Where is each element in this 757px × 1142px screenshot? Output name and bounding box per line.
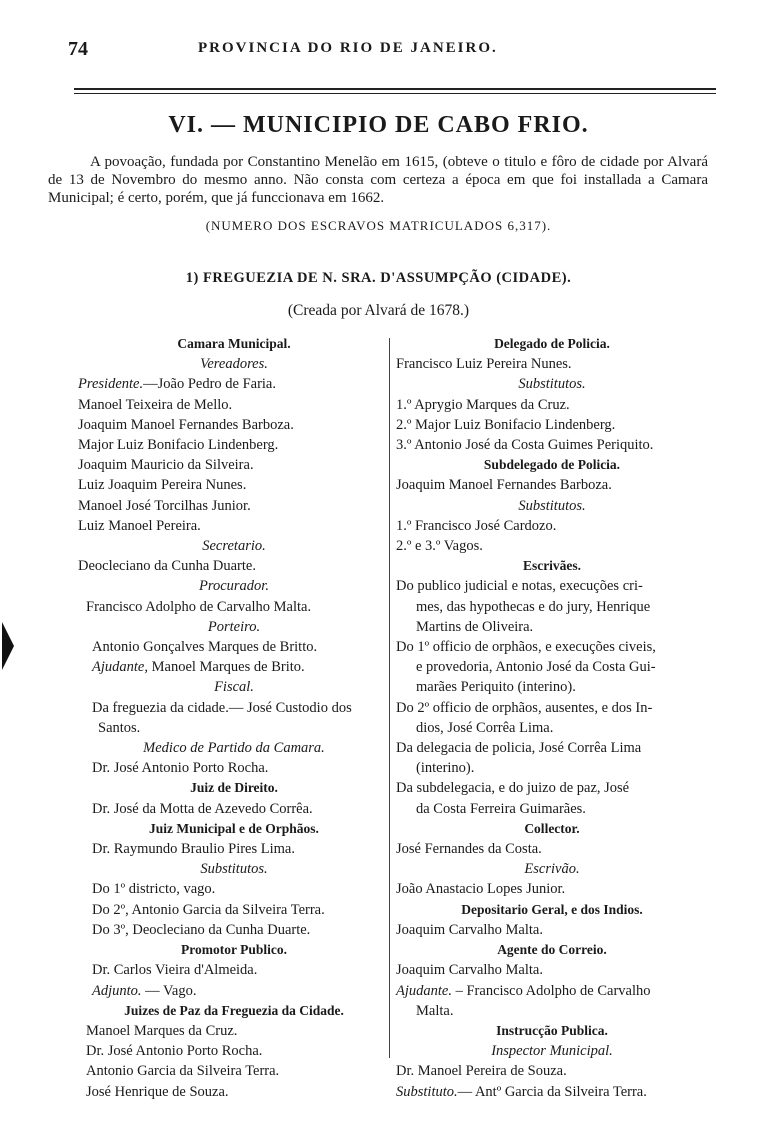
secretario-heading: Secretario. — [202, 538, 266, 555]
substitutos-heading: Substitutos. — [200, 861, 268, 878]
adjunto — [78, 981, 390, 1001]
porteiro-heading: Porteiro. — [207, 618, 261, 635]
inspector-heading: Inspector Municipal. — [491, 1043, 613, 1060]
escrivaes-heading: Escrivães. — [522, 558, 582, 574]
escrivao-heading: Escrivão. — [524, 861, 580, 878]
escrivao-entry-line: Do 2º officio de orphãos, ausentes, e dos In- — [396, 699, 653, 716]
parish-created: (Creada por Alvará de 1678.) — [287, 302, 470, 319]
juiz-municipal-heading: Juiz Municipal e de Orphãos. — [149, 820, 319, 836]
agente: Joaquim Carvalho Malta. — [396, 962, 543, 979]
escrivao-entry-line: Do 1º officio de orphãos, e execuções civeis, — [396, 639, 656, 656]
escrivao-entry-line: e provedoria, Antonio José da Costa Gui- — [416, 659, 656, 676]
collector-heading: Collector. — [524, 820, 580, 836]
list-item: Do 1º districto, vago. — [92, 881, 216, 898]
delegado-substitutos-heading: Substitutos. — [518, 376, 586, 393]
escrivao-entry-line: dios, José Corrêa Lima. — [416, 719, 554, 736]
list-item: Luiz Manoel Pereira. — [78, 517, 201, 534]
chapter-title: VI. — MUNICIPIO DE CABO FRIO. — [168, 112, 589, 138]
substituto-name: — Antº Garcia da Silveira Terra. — [457, 1083, 647, 1100]
list-item: Dr. José Antonio Porto Rocha. — [86, 1043, 263, 1060]
list-item: Major Luiz Bonifacio Lindenberg. — [78, 437, 279, 454]
list-item: Do 2º, Antonio Garcia da Silveira Terra. — [92, 901, 325, 918]
juizes-paz-heading: Juizes de Paz da Freguezia da Cidade. — [124, 1002, 344, 1018]
fiscal-line-2: Santos. — [98, 719, 141, 736]
list-item: Joaquim Manoel Fernandes Barboza. — [78, 416, 294, 433]
escrivao-entry-line: Martins de Oliveira. — [416, 618, 534, 635]
presidente-label: Presidente. — [78, 376, 144, 393]
subdelegado-heading: Subdelegado de Policia. — [483, 457, 621, 473]
juiz-direito-heading: Juiz de Direito. — [190, 780, 278, 796]
list-item: Manoel Teixeira de Mello. — [78, 396, 233, 413]
instruccao-heading: Instrucção Publica. — [496, 1022, 608, 1038]
list-item: 3.º Antonio José da Costa Guimes Periquito. — [396, 437, 654, 454]
list-item: 2.º Major Luiz Bonifacio Lindenberg. — [396, 416, 616, 433]
escrivao-entry-line: marães Periquito (interino). — [416, 679, 576, 696]
agente-ajudante-cont: Malta. — [416, 1002, 454, 1019]
adjunto-name: — Vago. — [141, 982, 197, 999]
left-column — [78, 334, 390, 1102]
list-item: Antonio Garcia da Silveira Terra. — [86, 1063, 280, 1080]
list-item: José Henrique de Souza. — [86, 1083, 229, 1100]
list-item: Luiz Joaquim Pereira Nunes. — [78, 477, 247, 494]
escrivao-entry-line: Da subdelegacia, e do juizo de paz, José — [396, 780, 630, 797]
slave-count: (NUMERO DOS ESCRAVOS MATRICULADOS 6,317). — [205, 218, 552, 233]
presidente — [78, 374, 390, 394]
escrivao-entry-line: (interino). — [416, 760, 475, 777]
running-head: PROVINCIA DO RIO DE JANEIRO. — [198, 40, 498, 56]
escrivao-entry-line: Do publico judicial e notas, execuções cri- — [396, 578, 643, 595]
substituto-label: Substituto. — [396, 1083, 458, 1100]
adjunto-label: Adjunto. — [92, 982, 142, 999]
medico-heading: Medico de Partido da Camara. — [143, 740, 325, 757]
agente-ajudante — [396, 981, 708, 1001]
vereadores-heading: Vereadores. — [200, 356, 268, 373]
list-item: Joaquim Mauricio da Silveira. — [78, 457, 254, 474]
inspector-substituto — [396, 1082, 708, 1102]
escrivao-entry-line: Da delegacia de policia, José Corrêa Lima — [396, 740, 642, 757]
right-column — [396, 334, 708, 1102]
fiscal-heading: Fiscal. — [214, 679, 254, 696]
delegado-heading: Delegado de Policia. — [494, 336, 610, 351]
promotor-heading: Promotor Publico. — [181, 942, 287, 958]
porteiro: Antonio Gonçalves Marques de Britto. — [92, 639, 318, 656]
delegado: Francisco Luiz Pereira Nunes. — [396, 356, 572, 373]
ajudante-label: Ajudante, — [92, 659, 148, 676]
header-rule-thin — [74, 93, 716, 94]
intro-text: A povoação, fundada por Constantino Menelão em 1615, (obteve o titulo e fôro de cidade por Alvará de 13 de Novembro do mesmo anno. Não consta com certeza a época em que foi installada a Camara Municipal; é certo, porém, que já funccionava em 1662. — [48, 154, 708, 206]
ajudante — [78, 657, 390, 677]
inspector: Dr. Manoel Pereira de Souza. — [396, 1063, 567, 1080]
list-item: Manoel Marques da Cruz. — [86, 1022, 238, 1039]
depositario-heading: Depositario Geral, e dos Indios. — [461, 901, 643, 917]
camara-heading: Camara Municipal. — [177, 336, 291, 351]
escrivao-entry-line: mes, das hypothecas e do jury, Henrique — [416, 598, 651, 615]
list-item: 2.º e 3.º Vagos. — [396, 538, 483, 555]
secretario: Deocleciano da Cunha Duarte. — [78, 558, 256, 575]
presidente-name: —João Pedro de Faria. — [143, 376, 276, 393]
promotor: Dr. Carlos Vieira d'Almeida. — [92, 962, 258, 979]
parish-title: 1) FREGUEZIA DE N. SRA. D'ASSUMPÇÃO (CIDADE). — [185, 270, 572, 286]
subdelegado-substitutos-heading: Substitutos. — [518, 497, 586, 514]
procurador-heading: Procurador. — [199, 578, 269, 595]
escrivao-entry-line: da Costa Ferreira Guimarães. — [416, 800, 586, 817]
list-item: Manoel José Torcilhas Junior. — [78, 497, 251, 514]
list-item: 1.º Francisco José Cardozo. — [396, 517, 557, 534]
header-rule-thick — [74, 88, 716, 90]
fiscal-line-1: Da freguezia da cidade.— José Custodio dos — [92, 699, 352, 716]
medico: Dr. José Antonio Porto Rocha. — [92, 760, 269, 777]
ajudante-name: Manoel Marques de Brito. — [147, 659, 305, 676]
juiz-municipal: Dr. Raymundo Braulio Pires Lima. — [92, 841, 295, 858]
intro-paragraph — [48, 153, 708, 207]
procurador: Francisco Adolpho de Carvalho Malta. — [86, 598, 312, 615]
subdelegado: Joaquim Manoel Fernandes Barboza. — [396, 477, 612, 494]
agente-ajudante-name: – Francisco Adolpho de Carvalho — [451, 982, 651, 999]
gutter-mark — [2, 622, 14, 670]
list-item: 1.º Aprygio Marques da Cruz. — [396, 396, 570, 413]
escrivao: João Anastacio Lopes Junior. — [396, 881, 566, 898]
page-number: 74 — [68, 38, 88, 60]
list-item: Do 3º, Deocleciano da Cunha Duarte. — [92, 921, 311, 938]
agente-ajudante-label: Ajudante. — [396, 982, 452, 999]
depositario: Joaquim Carvalho Malta. — [396, 921, 543, 938]
agente-heading: Agente do Correio. — [497, 942, 607, 958]
collector: José Fernandes da Costa. — [396, 841, 542, 858]
juiz-direito: Dr. José da Motta de Azevedo Corrêa. — [92, 800, 313, 817]
